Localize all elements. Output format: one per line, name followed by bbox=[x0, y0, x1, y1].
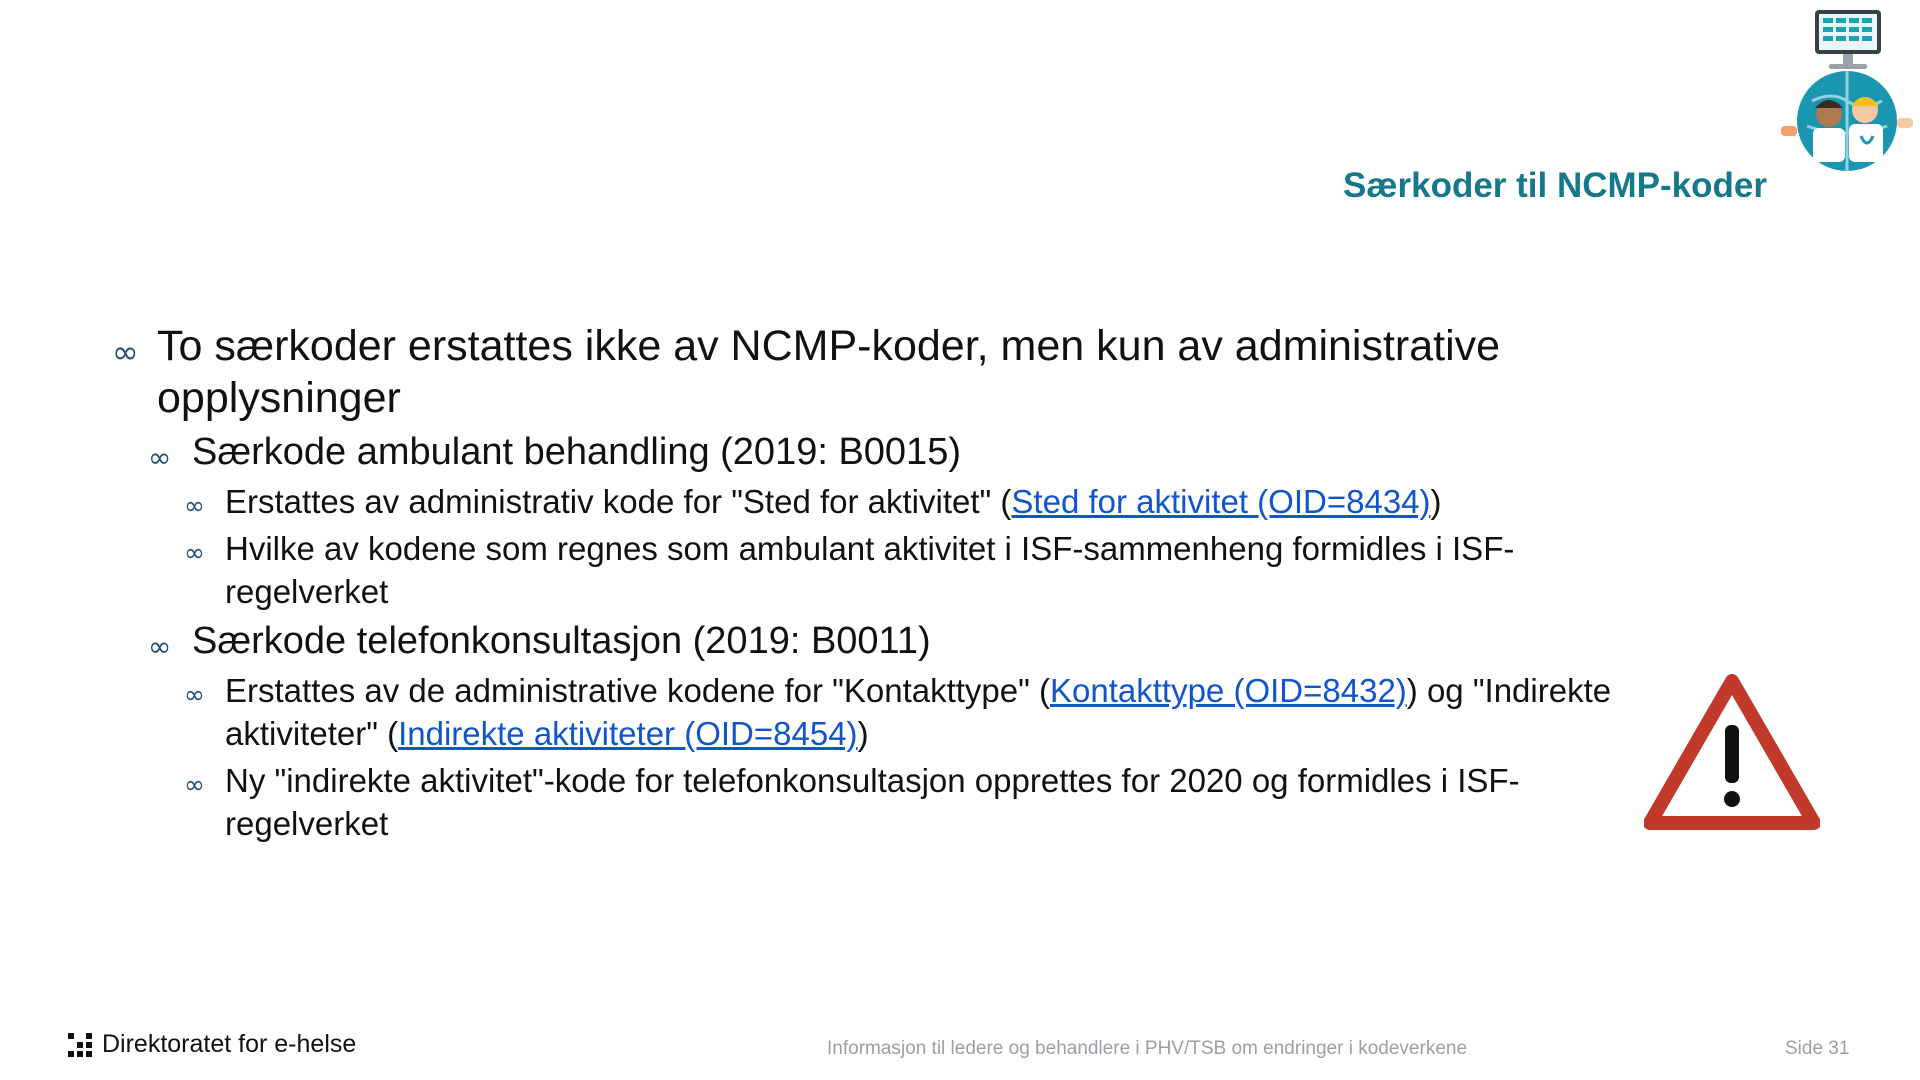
bullet-text-end: ) bbox=[1430, 483, 1442, 520]
footer-info: Informasjon til ledere og behandlere i PHV/TSB om endringer i kodeverkene bbox=[827, 1038, 1468, 1059]
link-indirekte-aktiviteter[interactable]: Indirekte aktiviteter (OID=8454) bbox=[398, 715, 858, 752]
bullet-text: Særkode telefonkonsultasjon (2019: B0011) bbox=[192, 620, 931, 662]
bullet-text: Særkode ambulant behandling (2019: B0015) bbox=[192, 431, 961, 473]
footer-logo bbox=[68, 1030, 356, 1059]
bullet-icon: ∞ bbox=[184, 491, 205, 520]
org-name: Direktoratet for e-helse bbox=[102, 1030, 357, 1058]
bullet-text-mid: ) og "Indirekte aktiviteter" ( bbox=[225, 672, 1612, 752]
bullet-text: Hvilke av kodene som regnes som ambulant aktivitet i ISF-sammenheng formidles i ISF-regelverket bbox=[225, 530, 1515, 610]
bullet-icon: ∞ bbox=[184, 770, 205, 799]
bullet-icon: ∞ bbox=[112, 333, 139, 371]
bullet-text: Ny "indirekte aktivitet"-kode for telefonkonsultasjon opprettes for 2020 og formidles i ISF-regelverket bbox=[225, 762, 1520, 842]
link-sted-for-aktivitet[interactable]: Sted for aktivitet (OID=8434) bbox=[1011, 483, 1431, 520]
bullet-level3 bbox=[184, 527, 1612, 613]
slide-content bbox=[112, 320, 1612, 845]
bullet-level2 bbox=[148, 428, 1612, 476]
slide-title: Særkoder til NCMP-koder bbox=[1343, 166, 1767, 205]
link-kontakttype[interactable]: Kontakttype (OID=8432) bbox=[1050, 672, 1407, 709]
bullet-text: To særkoder erstattes ikke av NCMP-koder, men kun av administrative opplysninger bbox=[157, 322, 1501, 422]
bullet-level1 bbox=[112, 320, 1612, 424]
bullet-icon: ∞ bbox=[148, 630, 172, 663]
direktoratet-logo-icon bbox=[68, 1033, 92, 1057]
warning-triangle-icon bbox=[1644, 673, 1820, 831]
bullet-level3 bbox=[184, 669, 1612, 755]
bullet-level3 bbox=[184, 759, 1612, 845]
bullet-icon: ∞ bbox=[148, 441, 172, 474]
bullet-icon: ∞ bbox=[184, 538, 205, 567]
health-network-illustration-icon bbox=[1777, 6, 1917, 171]
bullet-level3 bbox=[184, 480, 1612, 523]
bullet-level2 bbox=[148, 617, 1612, 665]
bullet-text: Erstattes av administrativ kode for "Sted for aktivitet" ( bbox=[225, 483, 1012, 520]
bullet-text-end: ) bbox=[857, 715, 869, 752]
bullet-text: Erstattes av de administrative kodene for "Kontakttype" ( bbox=[225, 672, 1050, 709]
page-number: Side 31 bbox=[1785, 1038, 1850, 1059]
bullet-icon: ∞ bbox=[184, 680, 205, 709]
